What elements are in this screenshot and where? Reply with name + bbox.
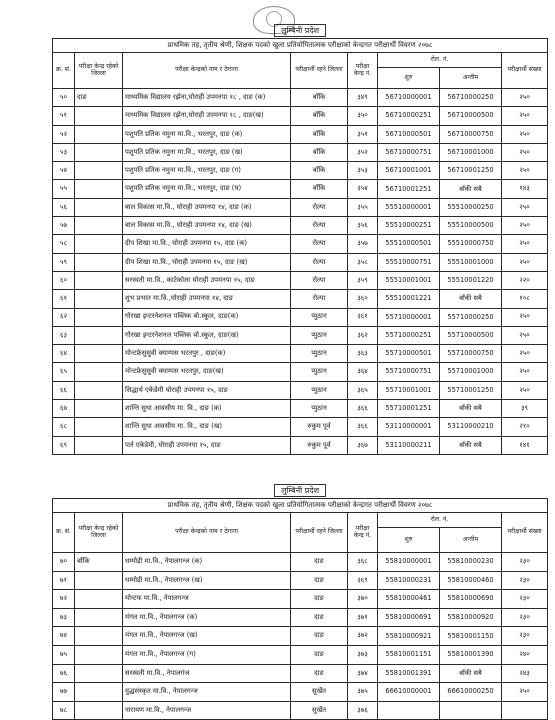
cell-center-name: मंगल मा.वि., नेपालगन्ज (ग) <box>123 645 291 664</box>
cell-roll-from: 55510000001 <box>378 198 440 216</box>
cell-center-no: ३७३ <box>348 645 378 664</box>
cell-roll-to: बाँकी सबै <box>440 436 502 454</box>
cell-center-name: बाल विकास मा.वि., घोराही उपमनपा १४, दाङ (ख) <box>123 217 291 235</box>
cell-center-district <box>75 571 123 590</box>
cell-roll-to: 55810000460 <box>440 571 502 590</box>
cell-roll-from: 55710000501 <box>378 345 440 363</box>
cell-center-district <box>75 627 123 646</box>
table-row <box>53 381 548 399</box>
cell-count: २५० <box>502 253 548 271</box>
table-row <box>53 627 548 646</box>
cell-count <box>502 701 548 720</box>
cell-sn: ७६ <box>53 664 75 683</box>
cell-center-name: शान्ति सुधा आवसीय मा. वि., दाङ (क) <box>123 400 291 418</box>
cell-count: २५० <box>502 363 548 381</box>
cell-roll-to: 56710001250 <box>440 162 502 180</box>
cell-center-district <box>75 683 123 702</box>
cell-district: बाँकि <box>291 162 348 180</box>
cell-sn: ५९ <box>53 253 75 271</box>
cell-sn: ५७ <box>53 217 75 235</box>
cell-count: २३० <box>502 590 548 609</box>
cell-center-name: गोरखा इन्टरनेशनल पब्लिक बो.स्कुल, दाङ(क) <box>123 308 291 326</box>
cell-center-no: ३५६ <box>348 217 378 235</box>
cell-roll-from: 56710001001 <box>378 162 440 180</box>
table-row <box>53 608 548 627</box>
cell-sn: ५० <box>53 89 75 107</box>
cell-center-no: ३६८ <box>348 553 378 572</box>
cell-count: १०८ <box>502 290 548 308</box>
table-row <box>53 590 548 609</box>
cell-center-no: ३६० <box>348 290 378 308</box>
cell-count: २५० <box>502 308 548 326</box>
cell-center-district <box>75 198 123 216</box>
cell-count: २५० <box>502 217 548 235</box>
cell-sn: ६९ <box>53 436 75 454</box>
cell-district: बाँकि <box>291 180 348 198</box>
cell-center-name: शुभ प्रभात मा.वि.,घोराही उपमनपा १४, दाङ <box>123 290 291 308</box>
candidate-table-1 <box>52 24 548 455</box>
table-row <box>53 107 548 125</box>
cell-count: १४१ <box>502 436 548 454</box>
cell-sn: ७४ <box>53 627 75 646</box>
cell-sn: ६३ <box>53 326 75 344</box>
cell-sn: ५१ <box>53 107 75 125</box>
cell-count: २५० <box>502 107 548 125</box>
cell-sn: ६६ <box>53 381 75 399</box>
table-row <box>53 400 548 418</box>
cell-district: प्युठान <box>291 308 348 326</box>
table-row <box>53 683 548 702</box>
cell-roll-to: बाँकी सबै <box>440 290 502 308</box>
cell-district: दाङ <box>291 627 348 646</box>
cell-district: दाङ <box>291 571 348 590</box>
cell-center-no: ३५४ <box>348 180 378 198</box>
cell-sn: ७७ <box>53 683 75 702</box>
cell-center-name: युद्धसंस्कृत मा.वि., नेपालगन्ज <box>123 683 291 702</box>
cell-roll-to: 55810001150 <box>440 627 502 646</box>
cell-roll-from: 56710001251 <box>378 180 440 198</box>
cell-center-district <box>75 608 123 627</box>
col-center-district: परीक्षा केन्द्र रहेको जिल्ला <box>75 53 123 89</box>
cell-count: २५० <box>502 235 548 253</box>
cell-count: १४३ <box>502 180 548 198</box>
cell-center-district: दाङ <box>75 89 123 107</box>
cell-roll-to: 53110000210 <box>440 418 502 436</box>
table-row <box>53 571 548 590</box>
cell-roll-from: 55510000501 <box>378 235 440 253</box>
cell-center-no: ३६७ <box>348 436 378 454</box>
cell-count: २१० <box>502 418 548 436</box>
cell-center-no: ३५८ <box>348 253 378 271</box>
cell-center-district: बाँकि <box>75 553 123 572</box>
cell-roll-from: 55810000921 <box>378 627 440 646</box>
cell-district: रोल्पा <box>291 290 348 308</box>
cell-center-district <box>75 326 123 344</box>
cell-roll-to: 56710000750 <box>440 125 502 143</box>
table-row <box>53 645 548 664</box>
cell-sn: ५८ <box>53 235 75 253</box>
cell-count: २५० <box>502 326 548 344</box>
cell-count: २४० <box>502 645 548 664</box>
cell-roll-from: 56710000751 <box>378 143 440 161</box>
cell-center-name: पशुपति प्रतिक नमुना मा.वि., भरतपुर, दाङ (ख) <box>123 143 291 161</box>
cell-center-name: शान्ति सुधा आवसीय मा. वि., दाङ (ख) <box>123 418 291 436</box>
cell-district: बाँकि <box>291 89 348 107</box>
cell-sn: ५६ <box>53 198 75 216</box>
cell-center-name: मोन्टफ मा.वि., नेपालगन्ज <box>123 590 291 609</box>
province-title-2: लुम्बिनी प्रदेश <box>274 484 326 497</box>
col-center-name: परीक्षा केन्द्रको नाम र ठेगाना <box>123 53 291 89</box>
candidate-table-2 <box>52 484 548 720</box>
cell-center-name: पशुपति प्रतिक नमुना मा.वि., भरतपुर, दाङ (घ) <box>123 180 291 198</box>
cell-center-name: गोरखा इन्टरनेशनल पब्लिक बो.स्कुल, दाङ(ख) <box>123 326 291 344</box>
cell-center-no: ३७५ <box>348 683 378 702</box>
table-row <box>53 253 548 271</box>
cell-district: रुकुम पूर्व <box>291 418 348 436</box>
cell-roll-from: 55710000001 <box>378 308 440 326</box>
cell-roll-to: 55810000690 <box>440 590 502 609</box>
cell-sn: ५४ <box>53 162 75 180</box>
cell-center-district <box>75 235 123 253</box>
cell-sn: ७३ <box>53 608 75 627</box>
cell-count: २३० <box>502 571 548 590</box>
cell-roll-to: बाँकी सबै <box>440 664 502 683</box>
cell-center-district <box>75 125 123 143</box>
cell-sn: ६७ <box>53 400 75 418</box>
cell-count: २२० <box>502 271 548 289</box>
cell-center-name: दीप शिखा मा.वि., घोराही उपमनपा १५, दाङ (क) <box>123 235 291 253</box>
cell-center-district <box>75 308 123 326</box>
cell-district: दाङ <box>291 553 348 572</box>
col-district: परीक्षार्थी रहने जिल्ला <box>291 53 348 89</box>
cell-district: बाँकि <box>291 107 348 125</box>
cell-center-name: धम्मोद्री मा.वि., नेपालगन्ज (क) <box>123 553 291 572</box>
cell-roll-from: 55510000251 <box>378 217 440 235</box>
cell-center-district <box>75 143 123 161</box>
cell-roll-from: 56710000501 <box>378 125 440 143</box>
table-title-2: प्राथमिक तह, तृतीय श्रेणी, शिक्षक पदको खुला प्रतियोगितात्मक परीक्षाको केन्द्रगत परीक्षार्थी विवरण २०७८ <box>53 499 548 513</box>
cell-roll-to: बाँकी सबै <box>440 400 502 418</box>
cell-roll-to <box>440 701 502 720</box>
cell-district: दाङ <box>291 664 348 683</box>
table-row <box>53 436 548 454</box>
cell-roll-from: 56710000251 <box>378 107 440 125</box>
cell-center-name: माध्यमिक विद्यालय रझेना,घोराही उपमनपा १८ , दाङ(ख) <box>123 107 291 125</box>
cell-roll-to: 55710001000 <box>440 363 502 381</box>
table-row <box>53 290 548 308</box>
table-row <box>53 664 548 683</box>
cell-sn: ७० <box>53 553 75 572</box>
cell-roll-from: 55810001391 <box>378 664 440 683</box>
table-row <box>53 235 548 253</box>
cell-center-district <box>75 217 123 235</box>
cell-district: प्युठान <box>291 381 348 399</box>
cell-count: २५० <box>502 683 548 702</box>
table-row <box>53 162 548 180</box>
table-row <box>53 308 548 326</box>
cell-center-name: धम्मोद्री मा.वि., नेपालगन्ज (ख) <box>123 571 291 590</box>
cell-roll-to: 55710000250 <box>440 308 502 326</box>
col-count: परीक्षार्थी संख्या <box>502 53 548 89</box>
cell-count: २४३ <box>502 664 548 683</box>
cell-center-no: ३७४ <box>348 664 378 683</box>
cell-count: २५० <box>502 162 548 180</box>
cell-roll-from: 55710000751 <box>378 363 440 381</box>
table-row <box>53 271 548 289</box>
cell-center-name: सिद्धार्थ एकेडेमी घोराही उपमनपा १५, दाङ <box>123 381 291 399</box>
cell-roll-from: 56710000001 <box>378 89 440 107</box>
cell-district: सुर्खेत <box>291 683 348 702</box>
cell-sn: ६० <box>53 271 75 289</box>
table-row <box>53 345 548 363</box>
col-center-no: परीक्षा केन्द्र नं. <box>348 513 378 553</box>
cell-roll-to: 56710000250 <box>440 89 502 107</box>
cell-center-name: पर्ल एकेडेमी, घोराही उपमनपा १५, दाङ <box>123 436 291 454</box>
table-row <box>53 143 548 161</box>
cell-district: रोल्पा <box>291 253 348 271</box>
cell-count: ३९ <box>502 400 548 418</box>
col-center-district: परीक्षा केन्द्र रहेको जिल्ला <box>75 513 123 553</box>
cell-center-name: बाल विकास मा.वि., घोराही उपमनपा १४, दाङ (क) <box>123 198 291 216</box>
cell-center-no: ३७१ <box>348 608 378 627</box>
cell-roll-from: 55710001001 <box>378 381 440 399</box>
col-roll: रोल. नं. <box>378 513 502 528</box>
cell-roll-from: 55510001221 <box>378 290 440 308</box>
cell-center-no: ३४९ <box>348 89 378 107</box>
cell-center-no: ३५५ <box>348 198 378 216</box>
cell-center-no: ३५३ <box>348 162 378 180</box>
cell-center-no: ३५७ <box>348 235 378 253</box>
cell-center-district <box>75 418 123 436</box>
cell-center-no: ३६३ <box>348 345 378 363</box>
cell-sn: ५३ <box>53 143 75 161</box>
cell-roll-from: 55710000251 <box>378 326 440 344</box>
cell-center-district <box>75 162 123 180</box>
cell-roll-from: 66610000001 <box>378 683 440 702</box>
cell-center-district <box>75 345 123 363</box>
cell-center-name: दीप शिखा मा.वि., घोराही उपमनपा १५, दाङ (ख) <box>123 253 291 271</box>
table-row <box>53 89 548 107</box>
cell-center-no: ३६९ <box>348 571 378 590</box>
cell-center-district <box>75 180 123 198</box>
cell-roll-from <box>378 701 440 720</box>
cell-roll-to: 55710001250 <box>440 381 502 399</box>
cell-center-no: ३५९ <box>348 271 378 289</box>
col-roll-from: शुरु <box>378 528 440 553</box>
cell-count: २५० <box>502 345 548 363</box>
cell-roll-to: 55510000250 <box>440 198 502 216</box>
cell-center-no: ३५० <box>348 107 378 125</box>
col-district: परीक्षार्थी रहने जिल्ला <box>291 513 348 553</box>
cell-district: रोल्पा <box>291 235 348 253</box>
cell-sn: ५५ <box>53 180 75 198</box>
cell-roll-from: 53110000001 <box>378 418 440 436</box>
cell-district: दाङ <box>291 645 348 664</box>
cell-sn: ५२ <box>53 125 75 143</box>
cell-center-district <box>75 107 123 125</box>
cell-count: २३० <box>502 608 548 627</box>
cell-center-no: ३७२ <box>348 627 378 646</box>
cell-district: रोल्पा <box>291 198 348 216</box>
cell-center-no: ३६४ <box>348 363 378 381</box>
cell-center-district <box>75 290 123 308</box>
cell-district: बाँकि <box>291 125 348 143</box>
table-row <box>53 363 548 381</box>
col-roll-to: अन्तीम <box>440 68 502 89</box>
col-roll-to: अन्तीम <box>440 528 502 553</box>
cell-roll-from: 55810001151 <box>378 645 440 664</box>
cell-center-name: नारायण मा.वि., नेपालगन्ज <box>123 701 291 720</box>
cell-roll-from: 55810000001 <box>378 553 440 572</box>
cell-roll-from: 55710001251 <box>378 400 440 418</box>
cell-center-district <box>75 363 123 381</box>
col-count: परीक्षार्थी संख्या <box>502 513 548 553</box>
cell-center-no: ३५२ <box>348 143 378 161</box>
cell-center-name: माध्यमिक विद्यालय रझेना,घोराही उपमनपा १८ , दाङ (क) <box>123 89 291 107</box>
table-row <box>53 217 548 235</box>
cell-roll-to: 55510000500 <box>440 217 502 235</box>
table-section-1 <box>52 24 547 455</box>
cell-center-name: मंगल मा.वि., नेपालगन्ज (ख) <box>123 627 291 646</box>
cell-center-district <box>75 664 123 683</box>
col-sn: क्र. सं. <box>53 53 75 89</box>
cell-count: २५० <box>502 198 548 216</box>
cell-sn: ७२ <box>53 590 75 609</box>
col-sn: क्र. सं. <box>53 513 75 553</box>
cell-center-name: पशुपति प्रतिक नमुना मा.वि., भरतपुर, दाङ (ग) <box>123 162 291 180</box>
table-row <box>53 553 548 572</box>
table-row <box>53 418 548 436</box>
cell-center-district <box>75 271 123 289</box>
cell-center-district <box>75 381 123 399</box>
cell-center-no: ३५१ <box>348 125 378 143</box>
cell-count: २५० <box>502 381 548 399</box>
cell-sn: ६१ <box>53 290 75 308</box>
cell-roll-to: 55810000920 <box>440 608 502 627</box>
cell-roll-from: 53110000211 <box>378 436 440 454</box>
province-title-1: लुम्बिनी प्रदेश <box>274 24 326 37</box>
cell-district: रुकुम पूर्व <box>291 436 348 454</box>
cell-sn: ६५ <box>53 363 75 381</box>
cell-center-name: मोन्टफ्रेसुसुवी क्याम्पस भरतपुर , दाङ(क) <box>123 345 291 363</box>
cell-roll-from: 55810000691 <box>378 608 440 627</box>
col-roll-from: शुरु <box>378 68 440 89</box>
cell-center-district <box>75 701 123 720</box>
cell-sn: ७८ <box>53 701 75 720</box>
cell-sn: ७१ <box>53 571 75 590</box>
cell-center-name: पशुपति प्रतिक नमुना मा.वि., भरतपुर, दाङ (क) <box>123 125 291 143</box>
cell-center-district <box>75 436 123 454</box>
cell-roll-to: बाँकी सबै <box>440 180 502 198</box>
col-center-no: परीक्षा केन्द्र नं. <box>348 53 378 89</box>
cell-center-no: ३६५ <box>348 381 378 399</box>
cell-roll-to: 55710000750 <box>440 345 502 363</box>
cell-district: प्युठान <box>291 326 348 344</box>
cell-center-name: मंगल मा.वि., नेपालगन्ज (क) <box>123 608 291 627</box>
cell-center-no: ३७६ <box>348 701 378 720</box>
cell-sn: ७५ <box>53 645 75 664</box>
cell-center-name: मोन्टफ्रेसुसुवी क्याम्पस भरतपुर, दाङ(ख) <box>123 363 291 381</box>
cell-district: बाँकि <box>291 143 348 161</box>
cell-roll-from: 55510001001 <box>378 271 440 289</box>
table-section-2 <box>52 484 547 720</box>
cell-count: २५० <box>502 143 548 161</box>
cell-center-no: ३७० <box>348 590 378 609</box>
cell-center-no: ३६२ <box>348 326 378 344</box>
cell-sn: ६८ <box>53 418 75 436</box>
table-row <box>53 125 548 143</box>
cell-center-district <box>75 645 123 664</box>
table-row <box>53 180 548 198</box>
cell-sn: ६४ <box>53 345 75 363</box>
cell-center-name: सरस्वती मा.वि., काटेकोला घोराही उपमनपा १५, दाङ <box>123 271 291 289</box>
cell-count: २३० <box>502 553 548 572</box>
cell-center-no: ३६६ <box>348 418 378 436</box>
cell-center-district <box>75 253 123 271</box>
cell-district: सुर्खेत <box>291 701 348 720</box>
cell-roll-to: 55510001000 <box>440 253 502 271</box>
cell-roll-to: 66610000250 <box>440 683 502 702</box>
cell-district: रोल्पा <box>291 217 348 235</box>
cell-roll-from: 55810000231 <box>378 571 440 590</box>
cell-center-no: ३६६ <box>348 400 378 418</box>
cell-count: २३० <box>502 627 548 646</box>
col-roll: रोल. नं. <box>378 53 502 68</box>
cell-district: प्युठान <box>291 345 348 363</box>
cell-district: दाङ <box>291 590 348 609</box>
cell-roll-from: 55810000461 <box>378 590 440 609</box>
cell-roll-from: 55510000751 <box>378 253 440 271</box>
cell-district: दाङ <box>291 608 348 627</box>
col-center-name: परीक्षा केन्द्रको नाम र ठेगाना <box>123 513 291 553</box>
cell-district: प्युठान <box>291 400 348 418</box>
cell-roll-to: 55510001220 <box>440 271 502 289</box>
table-row <box>53 198 548 216</box>
cell-roll-to: 56710001000 <box>440 143 502 161</box>
cell-district: प्युठान <box>291 363 348 381</box>
table-row <box>53 326 548 344</box>
cell-center-district <box>75 590 123 609</box>
cell-center-no: ३६१ <box>348 308 378 326</box>
cell-roll-to: 55510000750 <box>440 235 502 253</box>
cell-sn: ६२ <box>53 308 75 326</box>
cell-center-name: सरस्वती मा.वि., नेपालगंज <box>123 664 291 683</box>
cell-count: २५० <box>502 89 548 107</box>
cell-roll-to: 55810000230 <box>440 553 502 572</box>
cell-count: २५० <box>502 125 548 143</box>
table-title-1: प्राथमिक तह, तृतीय श्रेणी, शिक्षक पदको खुला प्रतियोगितात्मक परीक्षाको केन्द्रगत परीक्षार्थी विवरण २०७८ <box>53 39 548 53</box>
cell-roll-to: 56710000500 <box>440 107 502 125</box>
cell-district: रोल्पा <box>291 271 348 289</box>
cell-center-district <box>75 400 123 418</box>
table-row <box>53 701 548 720</box>
cell-roll-to: 55810001390 <box>440 645 502 664</box>
cell-roll-to: 55710000500 <box>440 326 502 344</box>
